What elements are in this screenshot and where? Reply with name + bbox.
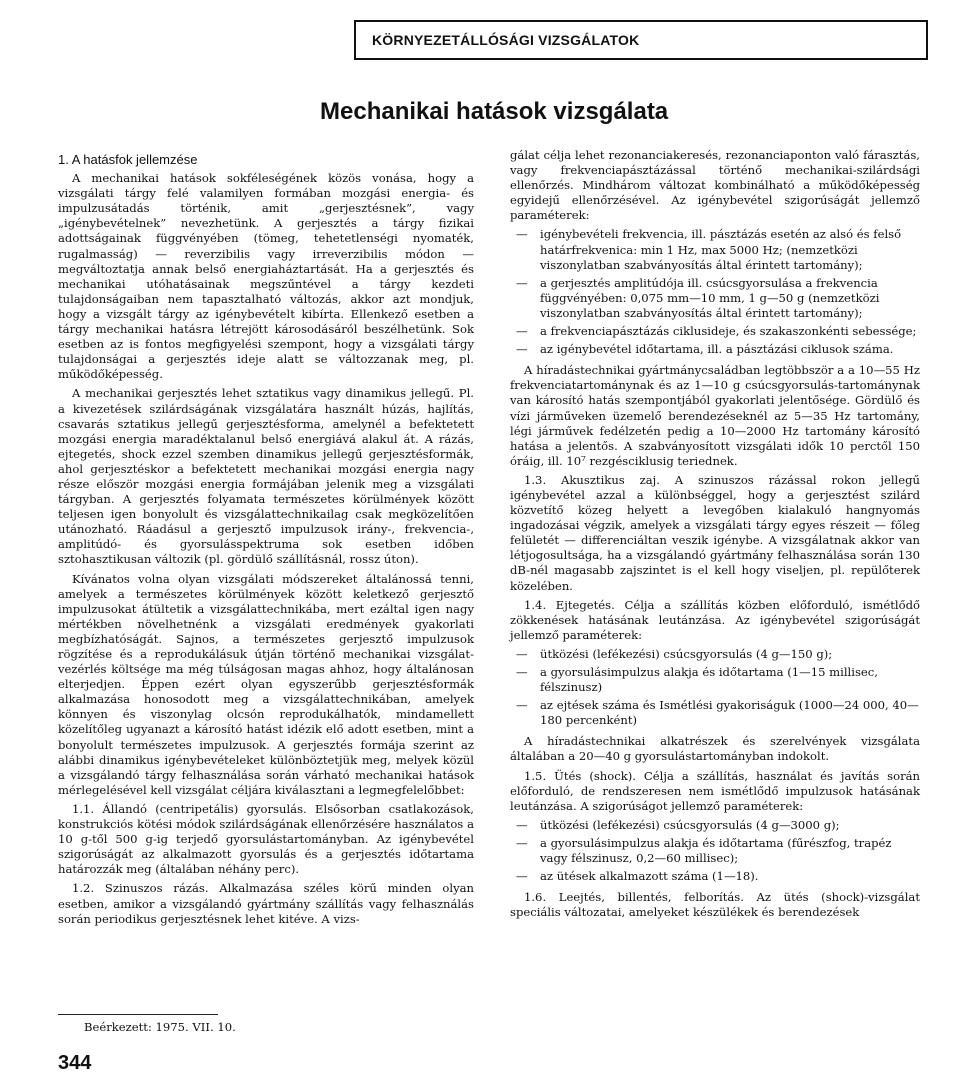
section-heading: 1. A hatásfok jellemzése: [58, 152, 198, 167]
list-item: — ütközési (lefékezési) csúcsgyorsulás (4 g—3000 g);: [510, 818, 920, 833]
list-item: — a gyorsulásimpulzus alakja és időtartama (1—15 millisec, félszinusz): [510, 665, 920, 695]
list-item: — az igénybevétel időtartama, ill. a pásztázási ciklusok száma.: [510, 342, 920, 357]
right-column: [510, 148, 920, 924]
footnote-rule: [58, 1014, 218, 1015]
list-item: — a frekvenciapásztázás ciklusideje, és szakaszonkénti sebessége;: [510, 324, 920, 339]
paragraph: A híradástechnikai gyártmánycsaládban legtöbbször a a 10—55 Hz frekvenciatartománynak és az 1—10 g csúcsgyorsulás-tartománynak van károsító hatás szempontjából gyakorlati jelentősége. Gördülő és vízi járműveken üzemelő berendezéseknél az 5—35 Hz tartomány, légi járművek fedélzetén pedig a 10—2000 Hz tartomány károsító hatása a jelentős. A szabványosított vizsgálati idők 10 perctől 150 óráig, ill. 10⁷ rezgésciklusig teriednek.: [510, 363, 920, 468]
received-date: Beérkezett: 1975. VII. 10.: [84, 1020, 236, 1034]
paragraph: 1.5. Ütés (shock). Célja a szállítás, használat és javítás során előforduló, de rendszeresen nem ismétlődő impulzusok hatásának leutánzása. A szigorúságot jellemző paraméterek:: [510, 768, 920, 813]
journal-header-box: [354, 20, 928, 60]
parameter-list: [510, 818, 920, 884]
page-number: 344: [58, 1052, 92, 1074]
list-item: — az ejtések száma és Ismétlési gyakoriságuk (1000—24 000, 40—180 percenként): [510, 698, 920, 728]
paragraph: 1.3. Akusztikus zaj. A szinuszos rázással rokon jellegű igénybevétel azzal a különbséggel, hogy a gerjesztést szilárd közvetítő közeg helyett a levegőben kialakuló hangnyomás ingadozásai végzik, amelyek a vizsgálati tárgy egyes részeit — főleg felületét — differenciáltan veszik igénybe. A vizsgálatnak akkor van létjogosultsága, ha a vizsgálandó gyártmány felhasználása során 130 dB-nél magasabb zajszintet is el kell hogy viseljen, pl. repülőterek közelében.: [510, 472, 920, 593]
paragraph: 1.2. Szinuszos rázás. Alkalmazása széles körű minden olyan esetben, amikor a vizsgálandó gyártmány szállítás vagy felhasználás során periodikus gerjesztésnek lehet kitéve. A vizs-: [58, 881, 474, 926]
list-item: — ütközési (lefékezési) csúcsgyorsulás (4 g—150 g);: [510, 647, 920, 662]
list-item: — igénybevételi frekvencia, ill. pásztázás esetén az alsó és felső határfrekvenica: min 1 Hz, max 5000 Hz; (nemzetközi viszonylatban szabványosítás által érintett tartomány);: [510, 227, 920, 272]
list-item: — az ütések alkalmazott száma (1—18).: [510, 869, 920, 884]
paragraph: Kívánatos volna olyan vizsgálati módszereket általánossá tenni, amelyek a természetes körülmények között keletkező gerjesztő impulzusokat átültetik a vizsgálattechnikába, mert ezáltal igen nagy mértékben növelhetnénk a vizsgálati eredmények gyakorlati megbízhatóságát. Sajnos, a természetes gerjesztő impulzusok rögzítése és a reprodukálásuk útján történő mechanikai vizsgálat-vezérlés költsége ma még túlságosan magas ahhoz, hogy általánosan elterjedjen. Éppen ezért olyan egyszerűbb gerjesztésformák alkalmazása honosodott meg a vizsgálattechnikában, amelyek könnyen és viszonylag olcsón reprodukálhatók, mindamellett közelítőleg ugyanazt a károsító hatást idézik elő adott esetben, mint a bonyolult természetes impulzusok. A gerjesztés formája szerint az alábbi dinamikus igénybevételeket különböztetjük meg, melyek közül a vizsgálandó tárgy felhasználása során várható mechanikai hatások mérlegelésével kell vizsgálat céljára kiválasztani a legmegfelelőbbet:: [58, 571, 474, 797]
left-column: [58, 148, 474, 931]
list-item: — a gerjesztés amplitúdója ill. csúcsgyorsulása a frekvencia függvényében: 0,075 mm—10 mm, 1 g—50 g (nemzetközi viszonylatban szabványosítás által érintett tartomány);: [510, 276, 920, 321]
paragraph: A mechanikai hatások sokféleségének közös vonása, hogy a vizsgálati tárgy felé valamilyen formában mozgási energia- és impulzusátadás történik, amit „gerjesztésnek”, vagy „igénybevételnek” nevezhetünk. A gerjesztés a tárgy fizikai adottságainak függvényében (tömeg, tehetetlenségi nyomaték, rugalmasság) — reverzibilis vagy irreverzibilis módon — megváltoztatja annak belső energiaháztartását. Ha a gerjesztés és mechanikai utóhatásainak megszűntével a tárgy kezdeti tulajdonságaiban nem tapasztalható változás, akkor azt mondjuk, hogy a vizsgált tárgy az igénybevételt kibírta. Ellenkező esetben a tárgy mechanikai hatásra létrejött károsodásáról beszélhetünk. Sok esetben az is fontos megfigyelési szempont, hogy a vizsgálati tárgy tulajdonságai a gerjesztés ideje alatt se változzanak meg, pl. működőképesség.: [58, 171, 474, 382]
paragraph: gálat célja lehet rezonanciakeresés, rezonanciaponton való fárasztás, vagy frekvenciapásztázással történő mechanikai-szilárdsági ellenőrzés. Mindhárom változat kombinálható a működőképesség egyidejű ellenőrzésével. Az igénybevétel szigorúságát jellemző paraméterek:: [510, 148, 920, 223]
parameter-list: [510, 647, 920, 728]
paragraph: 1.4. Ejtegetés. Célja a szállítás közben előforduló, ismétlődő zökkenések hatásának leutánzása. Az igénybevétel szigorúságát jellemző paraméterek:: [510, 597, 920, 642]
parameter-list: [510, 227, 920, 357]
paragraph: A mechanikai gerjesztés lehet sztatikus vagy dinamikus jellegű. Pl. a kivezetések szilárdságának vizsgálatára használt húzás, hajlítás, csavarás sztatikus jellegű gerjesztésforma, amelynél a befektetett mozgási energia maradéktalanul belső energiává alakul át. A rázás, ejtegetés, shock ezzel szemben dinamikus jellegű gerjesztésformák, ahol gerjesztéskor a befektetett mechanikai mozgási energia nagy része először mozgási energia formájában jelenik meg a vizsgálati tárgyban. A gerjesztés folyamata természetes körülmények között teljesen igen bonyolult és vizsgálattechnikailag csak megközelítően utánozható. Ráadásul a gerjesztő impulzusok irány-, frekvencia-, amplitúdó- és gyorsulásspektruma sok esetben időben sztohasztikusan változik (pl. gördülő szállításnál, rossz úton).: [58, 386, 474, 567]
paragraph: A híradástechnikai alkatrészek és szerelvények vizsgálata általában a 20—40 g gyorsulástartományban indokolt.: [510, 734, 920, 764]
article-title: Mechanikai hatások vizsgálata: [320, 98, 669, 125]
journal-section-label: KÖRNYEZETÁLLÓSÁGI VIZSGÁLATOK: [372, 32, 640, 48]
paragraph: 1.1. Állandó (centripetális) gyorsulás. Elsősorban csatlakozások, konstrukciós kötési módok szilárdságának ellenőrzésére használatos a 10 g-től 500 g-ig terjedő gyorsulástartományban. Az igénybevétel szigorúságát az alkalmazott gyorsulás és a gerjesztés időtartama határozzák meg (általában néhány perc).: [58, 801, 474, 877]
list-item: — a gyorsulásimpulzus alakja és időtartama (fűrészfog, trapéz vagy félszinusz, 0,2—60 millisec);: [510, 836, 920, 866]
paragraph: 1.6. Leejtés, billentés, felborítás. Az ütés (shock)-vizsgálat speciális változatai, amelyeket készülékek és berendezések: [510, 890, 920, 920]
